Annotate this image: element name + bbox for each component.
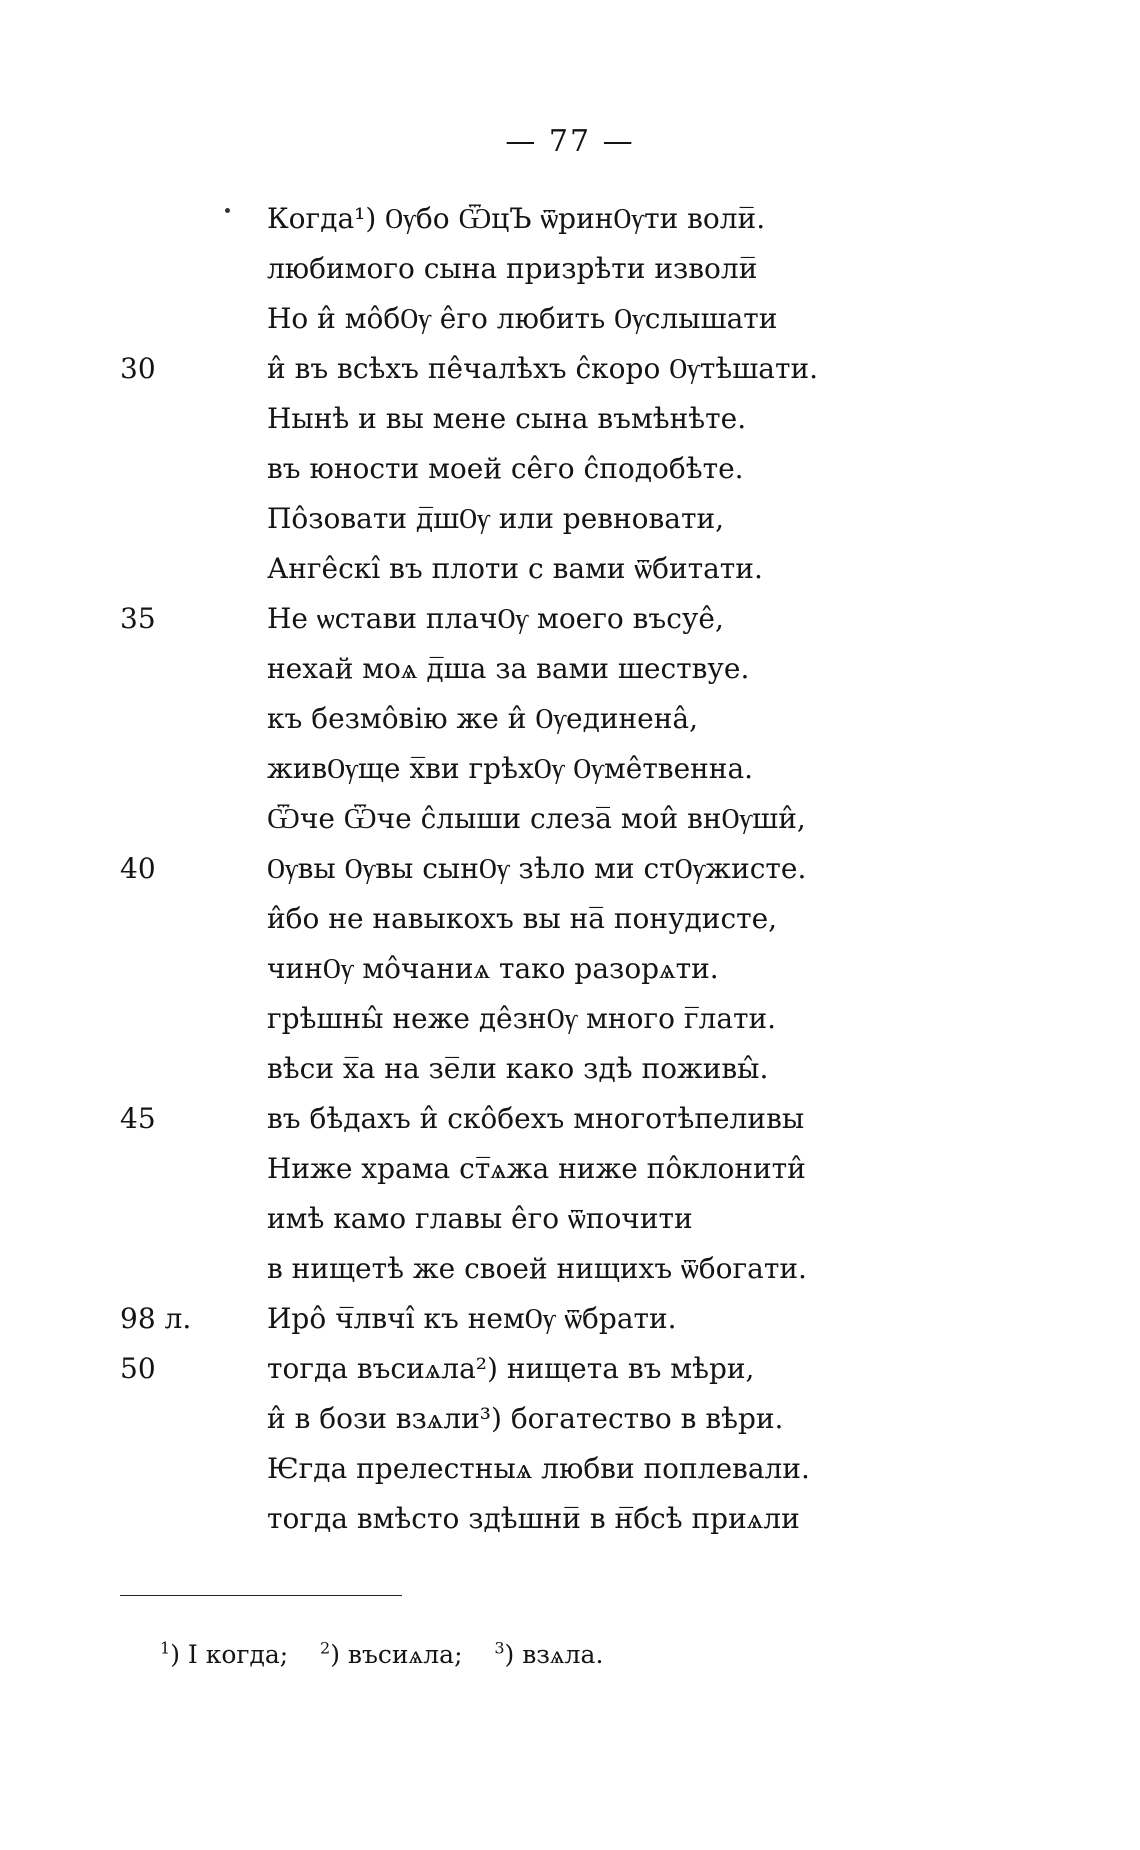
poem-line <box>0 696 1140 746</box>
line-text: чинѸ мо̂чаниѧ тако разорѧти. <box>267 952 719 985</box>
line-text: грѣшны̂ неже де̂знѸ много г̅лати. <box>267 1002 777 1035</box>
footnote-2: $^2$) въсиѧла; <box>320 1638 463 1669</box>
poem-line <box>0 746 1140 796</box>
line-number: 50 <box>120 1352 156 1385</box>
poem-line <box>0 546 1140 596</box>
poem-line <box>0 396 1140 446</box>
line-text: Не ѡстави плачѸ моего въсуе̂, <box>267 602 724 635</box>
poem-line <box>0 246 1140 296</box>
poem-body <box>0 196 1140 1546</box>
poem-line <box>0 1246 1140 1296</box>
line-number: 40 <box>120 852 156 885</box>
page-number: — 77 — <box>505 124 635 159</box>
footnote-rule <box>120 1595 402 1596</box>
line-text: Ѥгда прелестныѧ любви поплевали. <box>267 1452 810 1485</box>
line-text: живѸще х̅ви грѣхѸ Ѹме̂твенна. <box>267 752 754 785</box>
footnote-1: $^1$) I когда; <box>160 1638 289 1669</box>
poem-line <box>0 1496 1140 1546</box>
line-text: и̂ въ всѣхъ пе̂чалѣхъ с̂коро Ѹтѣшати. <box>267 352 819 385</box>
poem-line <box>0 846 1140 896</box>
footnotes <box>160 1640 603 1670</box>
line-text: Когда¹) Ѹбо ѾцЪ ѿринѸти воли̅. <box>267 202 766 235</box>
poem-line <box>0 1396 1140 1446</box>
poem-line <box>0 496 1140 546</box>
line-text: тогда вмѣсто здѣшни̅ в н̅бсѣ приѧли <box>267 1502 800 1535</box>
line-text: въ юности моей се̂го с̂подобѣте. <box>267 452 744 485</box>
line-text: Ѿче Ѿче с̂лыши слеза̅ мои̂ внѸши̂, <box>267 802 806 835</box>
poem-line <box>0 446 1140 496</box>
line-text: Ѹвы Ѹвы сынѸ зѣло ми стѸжисте. <box>267 852 807 885</box>
line-text: нехай моѧ д̅ша за вами шествуе. <box>267 652 750 685</box>
line-number: 45 <box>120 1102 156 1135</box>
poem-line <box>0 596 1140 646</box>
poem-line <box>0 196 1140 246</box>
line-text: и̂бо не навыкохъ вы на̅ понудисте, <box>267 902 778 935</box>
line-text: По̂зовати д̅шѸ или ревновати, <box>267 502 725 535</box>
line-text: тогда въсиѧла²) нищета въ мѣри, <box>267 1352 755 1385</box>
line-text: в нищетѣ же своей нищихъ ѿбогати. <box>267 1252 807 1285</box>
line-text: къ безмо̂вію же и̂ Ѹединена̂, <box>267 702 698 735</box>
footnote-3: $^3$) взѧла. <box>494 1638 604 1669</box>
line-text: Анге̂скі̂ въ плоти с вами ѿбитати. <box>267 552 763 585</box>
line-text: вѣси х̅а на зе̅ли како здѣ поживы̂. <box>267 1052 769 1085</box>
poem-line <box>0 1446 1140 1496</box>
line-text: Иро̂ ч̅лвчі̂ къ немѸ ѿбрати. <box>267 1302 677 1335</box>
poem-line <box>0 646 1140 696</box>
line-text: и̂ в бози взѧли³) богатество в вѣри. <box>267 1402 784 1435</box>
poem-line <box>0 1296 1140 1346</box>
poem-line <box>0 796 1140 846</box>
line-text: имѣ камо главы е̂го ѿпочити <box>267 1202 693 1235</box>
poem-line <box>0 1196 1140 1246</box>
line-text: Нынѣ и вы мене сына въмѣнѣте. <box>267 402 747 435</box>
poem-line <box>0 1146 1140 1196</box>
poem-line <box>0 946 1140 996</box>
line-text: въ бѣдахъ и̂ ско̂бехъ многотѣпеливы <box>267 1102 805 1135</box>
poem-line <box>0 896 1140 946</box>
line-text: Но и̂ мо̂бѸ е̂го любить Ѹслышати <box>267 302 778 335</box>
line-number: 98 л. <box>120 1302 192 1335</box>
poem-line <box>0 1346 1140 1396</box>
line-text: Ниже храма ст̅ѧжа ниже по̂клонити̂ <box>267 1152 806 1185</box>
poem-line <box>0 1096 1140 1146</box>
poem-line <box>0 1046 1140 1096</box>
poem-line <box>0 296 1140 346</box>
line-number: 35 <box>120 602 156 635</box>
poem-line <box>0 346 1140 396</box>
line-text: любимого сына призрѣти изволи̅ <box>267 252 758 285</box>
line-number: 30 <box>120 352 156 385</box>
poem-line <box>0 996 1140 1046</box>
